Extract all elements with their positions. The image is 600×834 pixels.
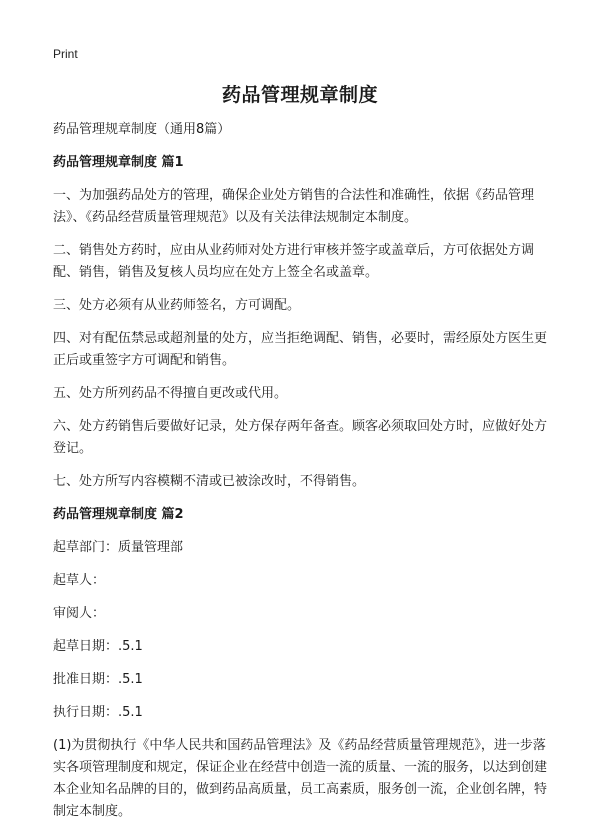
section-2-heading: 药品管理规章制度 篇2	[53, 507, 184, 522]
section-1-paragraph-6: 六、处方药销售后要做好记录，处方保存两年备查。顾客必须取回处方时，应做好处方登记。	[53, 419, 548, 456]
reviewer-field: 审阅人：	[53, 606, 106, 621]
section-2-paragraph-1: (1)为贯彻执行《中华人民共和国药品管理法》及《药品经营质量管理规范》，进一步落实各项管理制度和规定，保证企业在经营中创造一流的质量、一流的服务，以达到创建本企业知名品牌的目的，做到药品高质量，员工高素质，服务创一流，企业创名牌，特制定本制度。	[53, 738, 548, 819]
drafter-field: 起草人：	[53, 573, 106, 588]
section-1-paragraph-3: 三、处方必须有从业药师签名，方可调配。	[53, 298, 301, 313]
section-1-paragraph-2: 二、销售处方药时，应由从业药师对处方进行审核并签字或盖章后，方可依据处方调配、销售，销售及复核人员均应在处方上签全名或盖章。	[53, 243, 535, 280]
section-1-paragraph-1: 一、为加强药品处方的管理，确保企业处方销售的合法性和准确性，依据《药品管理法》、《药品经营质量管理规范》以及有关法律法规制定本制度。	[53, 188, 535, 225]
effective-date-field: 执行日期：.5.1	[53, 705, 143, 720]
section-1-paragraph-5: 五、处方所列药品不得擅自更改或代用。	[53, 386, 288, 401]
document-subtitle: 药品管理规章制度（通用8篇）	[53, 122, 231, 137]
drafting-department-field: 起草部门：质量管理部	[53, 540, 184, 555]
draft-date-field: 起草日期：.5.1	[53, 639, 143, 654]
section-1-paragraph-4: 四、对有配伍禁忌或超剂量的处方，应当拒绝调配、销售，必要时，需经原处方医生更正后或重签字方可调配和销售。	[53, 331, 548, 368]
document-body	[53, 119, 550, 834]
section-1-heading: 药品管理规章制度 篇1	[53, 155, 184, 170]
page-title: 药品管理规章制度	[221, 84, 378, 106]
print-link[interactable]: Print	[53, 47, 78, 61]
section-1-paragraph-7: 七、处方所写内容模糊不清或已被涂改时，不得销售。	[53, 474, 366, 489]
approval-date-field: 批准日期：.5.1	[53, 672, 143, 687]
